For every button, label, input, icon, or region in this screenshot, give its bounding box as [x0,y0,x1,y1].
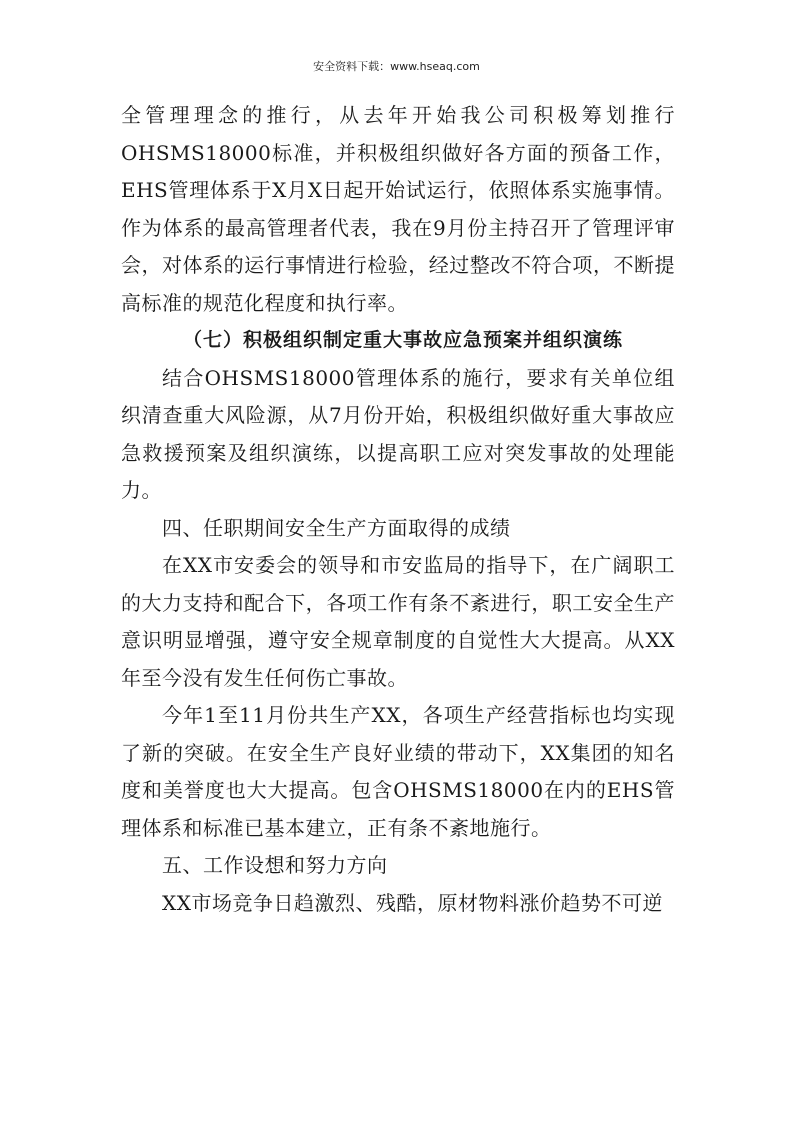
section-heading-four: 四、任职期间安全生产方面取得的成绩 [162,515,511,540]
paragraph-continued: 全管理理念的推行，从去年开始我公司积极筹划推行OHSMS18000标准，并积极组织做好各方面的预备工作，EHS管理体系于X月X日起开始试运行，依照体系实施事情。作为体系的最高管理者代表，我在9月份主持召开了管理评审会，对体系的运行事情进行检验，经过整改不符合项，不断提高标准的规范化程度和执行率。 [121,103,675,315]
document-body [121,97,675,922]
header-text: 安全资料下载：www.hseaq.com [313,60,480,73]
section-heading-seven: （七）积极组织制定重大事故应急预案并组织演练 [182,329,623,351]
paragraph-market: XX市场竞争日趋激烈、残酷，原材物料涨价趋势不可逆 [162,890,663,915]
paragraph-production: 今年1至11月份共生产XX，各项生产经营指标也均实现了新的突破。在安全生产良好业绩的带动下，XX集团的知名度和美誉度也大大提高。包含OHSMS18000在内的EHS管理体系和标准已基本建立，正有条不紊地施行。 [121,703,675,840]
paragraph-emergency-plan: 结合OHSMS18000管理体系的施行，要求有关单位组织清查重大风险源，从7月份开始，积极组织做好重大事故应急救援预案及组织演练，以提高职工应对突发事故的处理能力。 [121,365,675,502]
section-heading-five: 五、工作设想和努力方向 [162,853,388,877]
paragraph-achievements: 在XX市安委会的领导和市安监局的指导下，在广阔职工的大力支持和配合下，各项工作有条不紊进行，职工安全生产意识明显增强，遵守安全规章制度的自觉性大大提高。从XX年至今没有发生任何伤亡事故。 [121,553,675,690]
page-header [0,58,793,74]
